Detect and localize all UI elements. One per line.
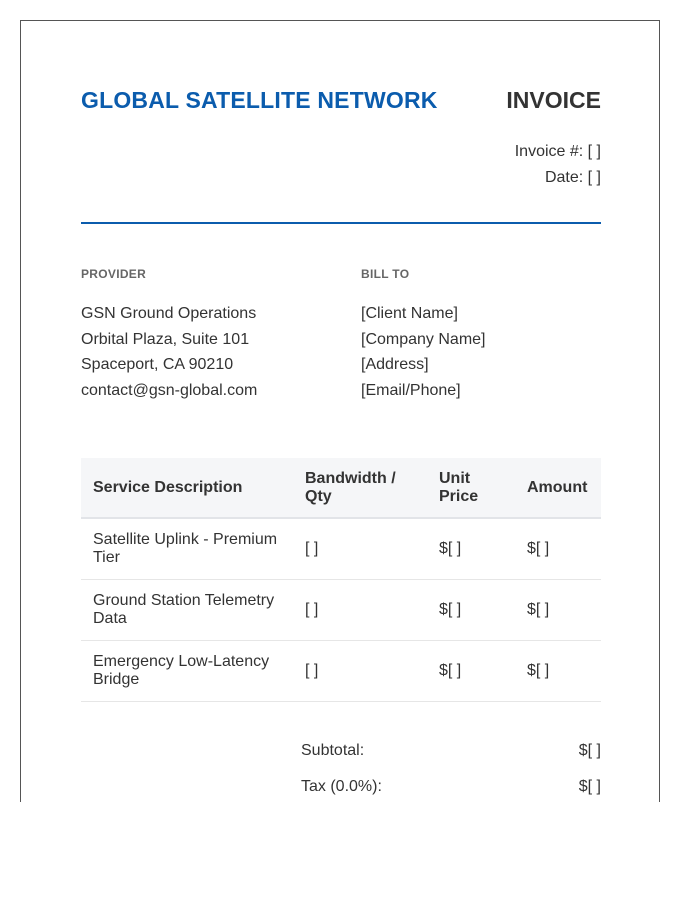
invoice-date: Date: [ ] bbox=[544, 169, 601, 186]
header-divider bbox=[81, 222, 601, 224]
company-name: GLOBAL SATELLITE NETWORK bbox=[81, 87, 438, 113]
bill-to-block bbox=[361, 267, 486, 403]
cell-amount: $[ ] bbox=[515, 518, 601, 579]
table-row bbox=[81, 579, 601, 640]
cell-unit-price: $[ ] bbox=[427, 518, 515, 579]
table-header-row bbox=[81, 458, 601, 518]
provider-line: Orbital Plaza, Suite 101 bbox=[81, 330, 250, 348]
tax-row bbox=[301, 775, 601, 802]
tax-value: $[ ] bbox=[578, 778, 601, 795]
totals-block bbox=[301, 739, 601, 802]
invoice-page bbox=[20, 20, 660, 802]
provider-block bbox=[81, 267, 257, 403]
column-header-amount: Amount bbox=[515, 458, 601, 518]
cell-unit-price: $[ ] bbox=[427, 640, 515, 701]
cell-description: Satellite Uplink - Premium Tier bbox=[81, 518, 293, 579]
cell-amount: $[ ] bbox=[515, 640, 601, 701]
column-header-unit-price: Unit Price bbox=[427, 458, 515, 518]
cell-amount: $[ ] bbox=[515, 579, 601, 640]
bill-to-line: [Client Name] bbox=[361, 305, 458, 322]
bill-to-label: BILL TO bbox=[361, 267, 410, 281]
invoice-meta bbox=[515, 139, 601, 191]
line-items-table bbox=[81, 458, 601, 702]
cell-unit-price: $[ ] bbox=[427, 579, 515, 640]
subtotal-row bbox=[301, 739, 601, 775]
column-header-qty: Bandwidth / Qty bbox=[293, 458, 427, 518]
subtotal-label: Subtotal: bbox=[301, 742, 365, 759]
invoice-number: Invoice #: [ ] bbox=[514, 143, 601, 160]
provider-label: PROVIDER bbox=[81, 267, 147, 281]
cell-description: Emergency Low-Latency Bridge bbox=[81, 640, 293, 701]
document-title: INVOICE bbox=[506, 87, 601, 113]
subtotal-value: $[ ] bbox=[578, 742, 601, 759]
bill-to-line: [Company Name] bbox=[361, 330, 486, 348]
column-header-description: Service Description bbox=[81, 458, 293, 518]
provider-email: contact@gsn-global.com bbox=[81, 381, 258, 399]
table-row bbox=[81, 640, 601, 701]
bill-to-line: [Address] bbox=[361, 356, 429, 373]
cell-qty: [ ] bbox=[293, 579, 427, 640]
cell-qty: [ ] bbox=[293, 640, 427, 701]
provider-line: GSN Ground Operations bbox=[81, 305, 257, 322]
cell-qty: [ ] bbox=[293, 518, 427, 579]
tax-label: Tax (0.0%): bbox=[301, 778, 382, 795]
bill-to-line: [Email/Phone] bbox=[361, 381, 461, 399]
table-row bbox=[81, 518, 601, 579]
provider-line: Spaceport, CA 90210 bbox=[81, 356, 234, 373]
cell-description: Ground Station Telemetry Data bbox=[81, 579, 293, 640]
